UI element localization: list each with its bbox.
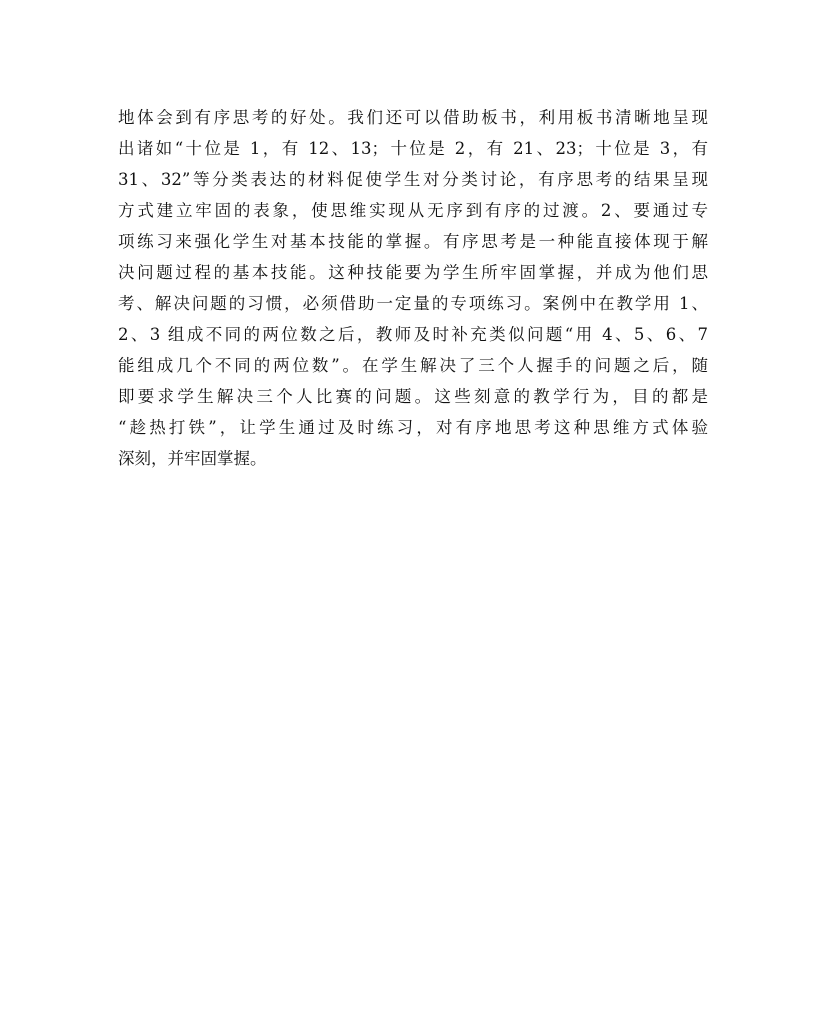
paragraph-line: 方式建立牢固的表象，使思维实现从无序到有序的过渡。2、要通过专 (118, 201, 708, 220)
paragraph-line: 考、解决问题的习惯，必须借助一定量的专项练习。案例中在教学用 1、 (118, 294, 708, 313)
paragraph-line: “趁热打铁”，让学生通过及时练习，对有序地思考这种思维方式体验 (118, 418, 708, 437)
paragraph-line-last: 深刻，并牢固掌握。 (118, 449, 267, 468)
body-paragraph (118, 102, 708, 474)
paragraph-line: 地体会到有序思考的好处。我们还可以借助板书，利用板书清晰地呈现 (118, 108, 708, 127)
paragraph-line: 即要求学生解决三个人比赛的问题。这些刻意的教学行为，目的都是 (118, 387, 708, 406)
paragraph-line: 2、3 组成不同的两位数之后，教师及时补充类似问题“用 4、5、6、7 (118, 325, 708, 344)
paragraph-line: 能组成几个不同的两位数”。在学生解决了三个人握手的问题之后，随 (118, 356, 708, 375)
paragraph-line: 31、32”等分类表达的材料促使学生对分类讨论，有序思考的结果呈现 (118, 170, 708, 189)
paragraph-line: 出诸如“十位是 1，有 12、13；十位是 2，有 21、23；十位是 3，有 (118, 139, 708, 158)
paragraph-line: 项练习来强化学生对基本技能的掌握。有序思考是一种能直接体现于解 (118, 232, 708, 251)
paragraph-line: 决问题过程的基本技能。这种技能要为学生所牢固掌握，并成为他们思 (118, 263, 708, 282)
